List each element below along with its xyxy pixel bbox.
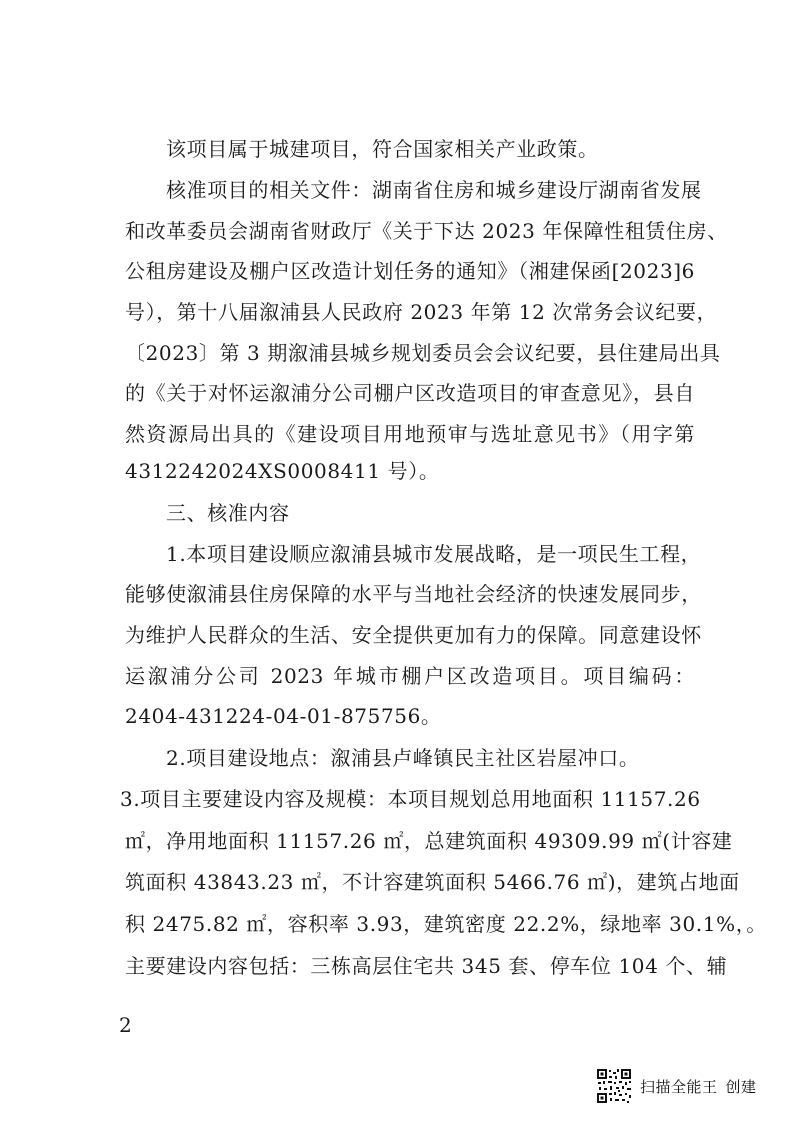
text-line: 积 2475.82 ㎡，容积率 3.93，建筑密度 22.2%，绿地率 30.1%，。 xyxy=(125,912,767,936)
text-line: 然资源局出具的《建设项目用地预审与选址意见书》（用字第 xyxy=(125,422,695,446)
text-line: 核准项目的相关文件：湖南省住房和城乡建设厅湖南省发展 xyxy=(166,178,702,202)
text-line: 的《关于对怀运溆浦分公司棚户区改造项目的审查意见》，县自 xyxy=(125,381,695,405)
text-line: 筑面积 43843.23 ㎡，不计容建筑面积 5466.76 ㎡)，建筑占地面 xyxy=(125,870,740,894)
text-line: 公租房建设及棚户区改造计划任务的通知》（湘建保函[2023]6 xyxy=(125,259,695,283)
section-heading: 三、核准内容 xyxy=(166,501,290,525)
text-line: 为维护人民群众的生活、安全提供更加有力的保障。同意建设怀 xyxy=(125,623,702,647)
text-line: 1.本项目建设顺应溆浦县城市发展战略，是一项民生工程， xyxy=(166,542,702,566)
text-line: 能够使溆浦县住房保障的水平与当地社会经济的快速发展同步， xyxy=(125,582,702,606)
text-line: 3.项目主要建设内容及规模：本项目规划总用地面积 11157.26 xyxy=(120,787,701,811)
text-line: 和改革委员会湖南省财政厅《关于下达 2023 年保障性租赁住房、 xyxy=(125,219,728,243)
text-line: ㎡，净用地面积 11157.26 ㎡，总建筑面积 49309.99 ㎡(计容建 xyxy=(125,829,733,853)
text-line: 号），第十八届溆浦县人民政府 2023 年第 12 次常务会议纪要， xyxy=(125,300,718,324)
page-number: 2 xyxy=(119,1013,132,1037)
text-line: 2.项目建设地点：溆浦县卢峰镇民主社区岩屋冲口。 xyxy=(166,746,640,770)
text-line: 运溆浦分公司 2023 年城市棚户区改造项目。项目编码： xyxy=(125,664,695,688)
text-line: 4312242024XS0008411 号）。 xyxy=(125,459,440,483)
text-line: 该项目属于城建项目，符合国家相关产业政策。 xyxy=(166,137,599,161)
app-name: 扫描全能王 xyxy=(640,1078,718,1096)
scanner-watermark xyxy=(640,1078,757,1096)
create-label: 创建 xyxy=(725,1078,757,1096)
text-line: 2404-431224-04-01-875756。 xyxy=(125,704,442,728)
text-line: 〔2023〕第 3 期溆浦县城乡规划委员会会议纪要，县住建局出具 xyxy=(125,341,721,365)
qr-code-icon xyxy=(596,1068,632,1104)
text-line: 主要建设内容包括：三栋高层住宅共 345 套、停车位 104 个、辅 xyxy=(125,954,728,978)
